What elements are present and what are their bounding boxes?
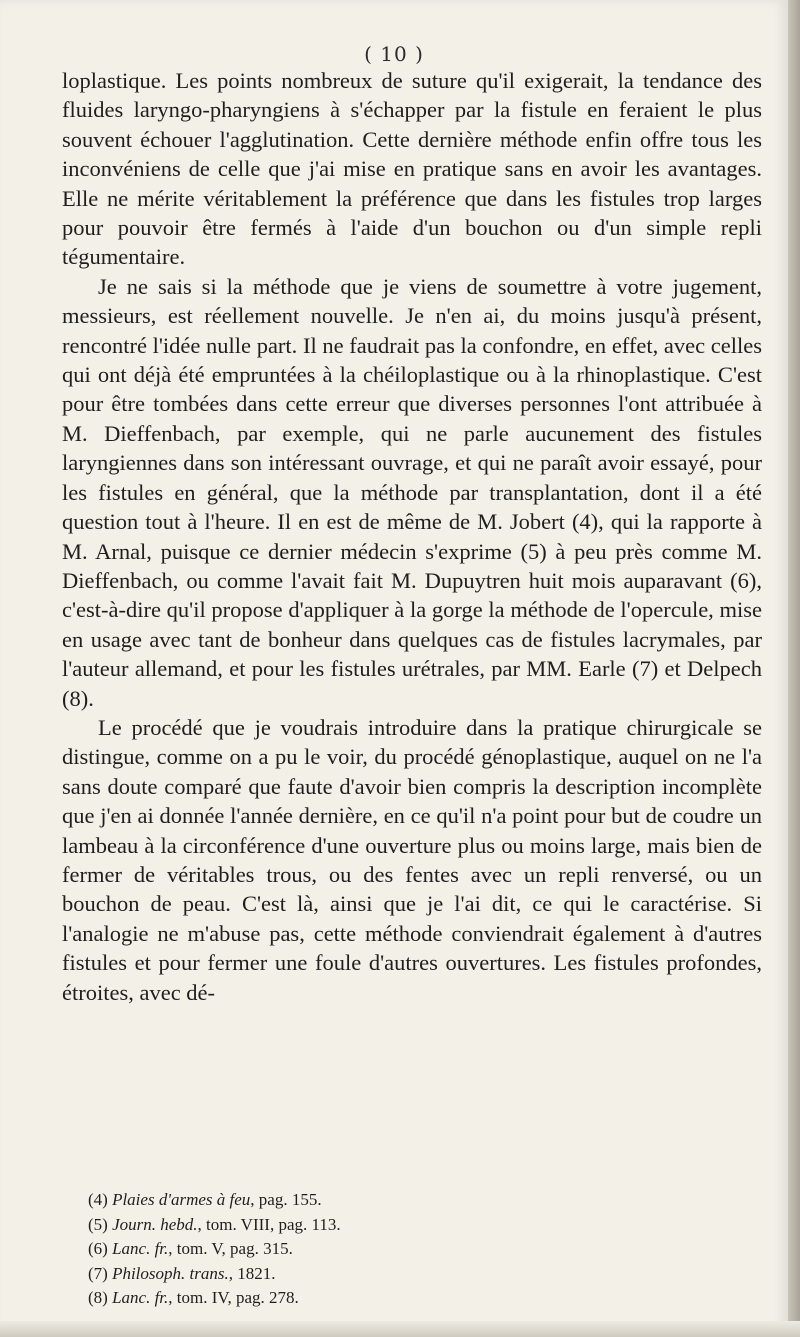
footnote-number: (7) (88, 1263, 108, 1283)
paragraph-3: Le procédé que je voudrais introduire dans la pratique chirurgicale se distingue, comme on a pu le voir, du procédé génoplastique, auquel on ne l'a sans doute comparé que faute d'avoir bien compris la description incomplète que j'en ai donnée l'année dernière, en ce qu'il n'a point pour but de coudre un lambeau à la circonférence d'une ouverture plus ou moins large, mais bien de fermer de véritables trous, ou des fentes avec un repli renversé, ou un bouchon de peau. C'est là, ainsi que je l'ai dit, ce qui le caractérise. Si l'analogie ne m'abuse pas, cette méthode conviendrait également à d'autres fistules et pour fermer une foule d'autres ouvertures. Les fistules profondes, étroites, avec dé- (62, 714, 762, 1005)
paragraph-1: loplastique. Les points nombreux de suture qu'il exigerait, la tendance des fluides laryngo-pharyngiens à s'échapper par la fistule en feraient le plus souvent échouer l'agglutination. Cette dernière méthode enfin offre tous les inconvéniens de celle que j'ai mise en pratique sans en avoir les avantages. Elle ne mérite véritablement la préférence que dans les fistules trop larges pour pouvoir être fermés à l'aide d'un bouchon ou d'un simple repli tégumentaire. (62, 68, 762, 270)
footnote-reference: , tom. V, pag. 315. (168, 1239, 293, 1258)
footnote-5 (88, 1213, 748, 1238)
footnote-source: Lanc. fr. (112, 1288, 169, 1307)
footnote-7 (88, 1262, 748, 1287)
footnote-4 (88, 1188, 748, 1213)
footnote-number: (4) (88, 1190, 108, 1209)
footnote-reference: , 1821. (228, 1263, 276, 1283)
footnote-reference: , pag. 155. (250, 1190, 322, 1209)
footnote-source: Plaies d'armes à feu (112, 1190, 251, 1209)
page-number: ( 10 ) (364, 42, 424, 66)
footnotes (88, 1188, 748, 1311)
footnote-number: (8) (88, 1288, 108, 1307)
footnote-number: (6) (88, 1239, 108, 1258)
footnote-6 (88, 1237, 748, 1262)
page-edge (788, 0, 800, 1337)
footnote-reference: , tom. IV, pag. 278. (168, 1288, 299, 1307)
footnote-reference: , tom. VIII, pag. 113. (197, 1214, 341, 1234)
footnote-source: Journ. hebd. (112, 1214, 198, 1234)
paragraph-2: Je ne sais si la méthode que je viens de soumettre à votre jugement, messieurs, est réellement nouvelle. Je n'en ai, du moins jusqu'à présent, rencontré l'idée nulle part. Il ne faudrait pas la confondre, en effet, avec celles qui ont déjà été empruntées à la chéiloplastique ou à la rhinoplastique. C'est pour être tombées dans cette erreur que diverses personnes l'ont attribuée à M. Dieffenbach, par exemple, qui ne parle aucunement des fistules laryngiennes dans son intéressant ouvrage, et qui ne paraît avoir essayé, pour les fistules en général, que la méthode par transplantation, dont il a été question tout à l'heure. Il en est de même de M. Jobert (4), qui la rapporte à M. Arnal, puisque ce dernier médecin s'exprime (5) à peu près comme M. Dieffenbach, ou comme l'avait fait M. Dupuytren huit mois auparavant (6), c'est-à-dire qu'il propose d'appliquer à la gorge la méthode de l'opercule, mise en usage avec tant de bonheur dans quelques cas de fistules lacrymales, par l'auteur allemand, et pour les fistules urétrales, par MM. Earle (7) et Delpech (8). (62, 273, 762, 711)
footnote-8 (88, 1286, 748, 1311)
footnote-number: (5) (88, 1214, 108, 1234)
footnote-source: Lanc. fr. (112, 1239, 169, 1258)
page-bottom-edge (0, 1321, 800, 1337)
main-text (62, 66, 762, 1007)
footnote-source: Philosoph. trans. (112, 1263, 229, 1283)
